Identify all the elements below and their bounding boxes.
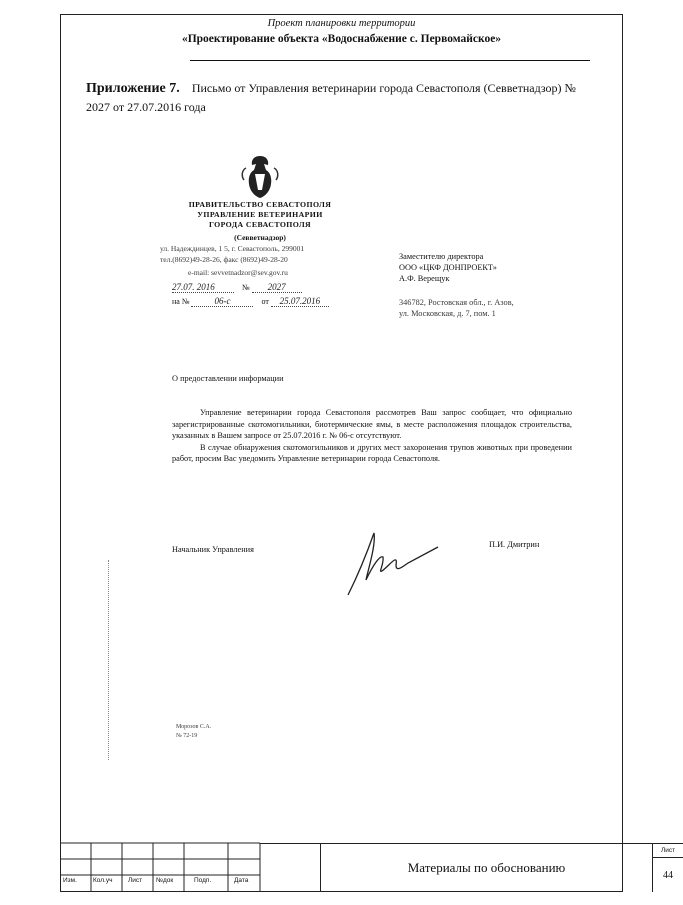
- letter-ref-row: [172, 296, 329, 307]
- ref-number: 06-с: [191, 296, 253, 307]
- signer-title: Начальник Управления: [172, 545, 254, 554]
- letter-body: [172, 407, 572, 465]
- letter-no: 2027: [252, 282, 302, 293]
- letter-no-label: №: [242, 283, 250, 292]
- org-line-3: ГОРОДА СЕВАСТОПОЛЯ: [208, 220, 312, 229]
- appendix-label: Приложение 7.: [86, 81, 180, 96]
- stamp-grid: [60, 843, 260, 892]
- letter-date-row: [172, 282, 302, 293]
- appendix-text: Письмо от Управления ветеринарии города Севастополя (Севветнадзор) № 2027 от 27.07.2016 года: [86, 81, 576, 114]
- signer-name: П.И. Дмитрин: [489, 540, 540, 549]
- org-short: (Севветнадзор): [234, 233, 286, 242]
- recipient-address-2: ул. Московская, д. 7, пом. 1: [399, 309, 496, 318]
- letter-paragraph-2: В случае обнаружения скотомогильников и других мест захоронения трупов животных при проведении работ, просим Вас уведомить Управление ветеринарии города Севастополя.: [172, 442, 572, 464]
- signature-icon: [338, 525, 448, 600]
- sheet-box: [653, 843, 683, 892]
- org-line-1: ПРАВИТЕЛЬСТВО СЕВАСТОПОЛЯ: [188, 200, 332, 209]
- header-rule: [190, 60, 590, 61]
- stamp-label-izm: Изм.: [63, 877, 77, 884]
- org-phone: тел.(8692)49-28-26, факс (8692)49-28-20: [160, 255, 288, 264]
- recipient-line-1: Заместителю директора: [399, 252, 484, 261]
- executor-phone: № 72-19: [176, 733, 198, 739]
- project-label: Проект планировки территории: [267, 18, 416, 29]
- appendix-heading: [86, 79, 576, 117]
- executor-name: Морозов С.А.: [176, 724, 212, 730]
- org-name: [160, 200, 360, 230]
- sheet-number: 44: [663, 870, 673, 881]
- project-title: «Проектирование объекта «Водоснабжение с. Первомайское»: [181, 33, 502, 45]
- recipient-block: [399, 251, 514, 319]
- sheet-label: Лист: [653, 843, 683, 858]
- stamp-label-data: Дата: [234, 877, 249, 884]
- letter-subject: О предоставлении информации: [172, 374, 284, 383]
- org-line-2: УПРАВЛЕНИЕ ВЕТЕРИНАРИИ: [197, 210, 323, 219]
- recipient-line-3: А.Ф. Верещук: [399, 274, 450, 283]
- stamp-title: Материалы по обоснованию: [320, 843, 653, 892]
- ref-from-label: от: [261, 297, 269, 306]
- margin-dots: [108, 560, 109, 760]
- ref-date: 25.07.2016: [271, 296, 329, 307]
- letter-paragraph-1: Управление ветеринарии города Севастополя рассмотрев Ваш запрос сообщает, что официально зарегистрированные скотомогильники, биотермические ямы, в месте расположения площадок строительства, указанных в Вашем запросе от 25.07.2016 г. № 06-с отсутствуют.: [172, 408, 572, 441]
- stamp-label-ndok: №док: [156, 877, 174, 884]
- ref-label: на №: [172, 297, 190, 306]
- recipient-address-1: 346782, Ростовская обл., г. Азов,: [399, 298, 514, 307]
- recipient-line-2: ООО «ЦКФ ДОНПРОЕКТ»: [399, 263, 497, 272]
- stamp-label-kolich: Кол.уч: [93, 877, 113, 884]
- coat-of-arms-icon: [238, 152, 282, 200]
- stamp-label-list: Лист: [128, 877, 143, 884]
- letter-date: 27.07. 2016: [172, 282, 234, 293]
- org-email: e-mail: sevvetnadzor@sev.gov.ru: [188, 268, 288, 277]
- stamp-label-podp: Подп.: [194, 877, 212, 884]
- org-address: ул. Надеждинцев, 1 5, г. Севастополь, 299001: [160, 244, 305, 253]
- title-block: [60, 843, 676, 892]
